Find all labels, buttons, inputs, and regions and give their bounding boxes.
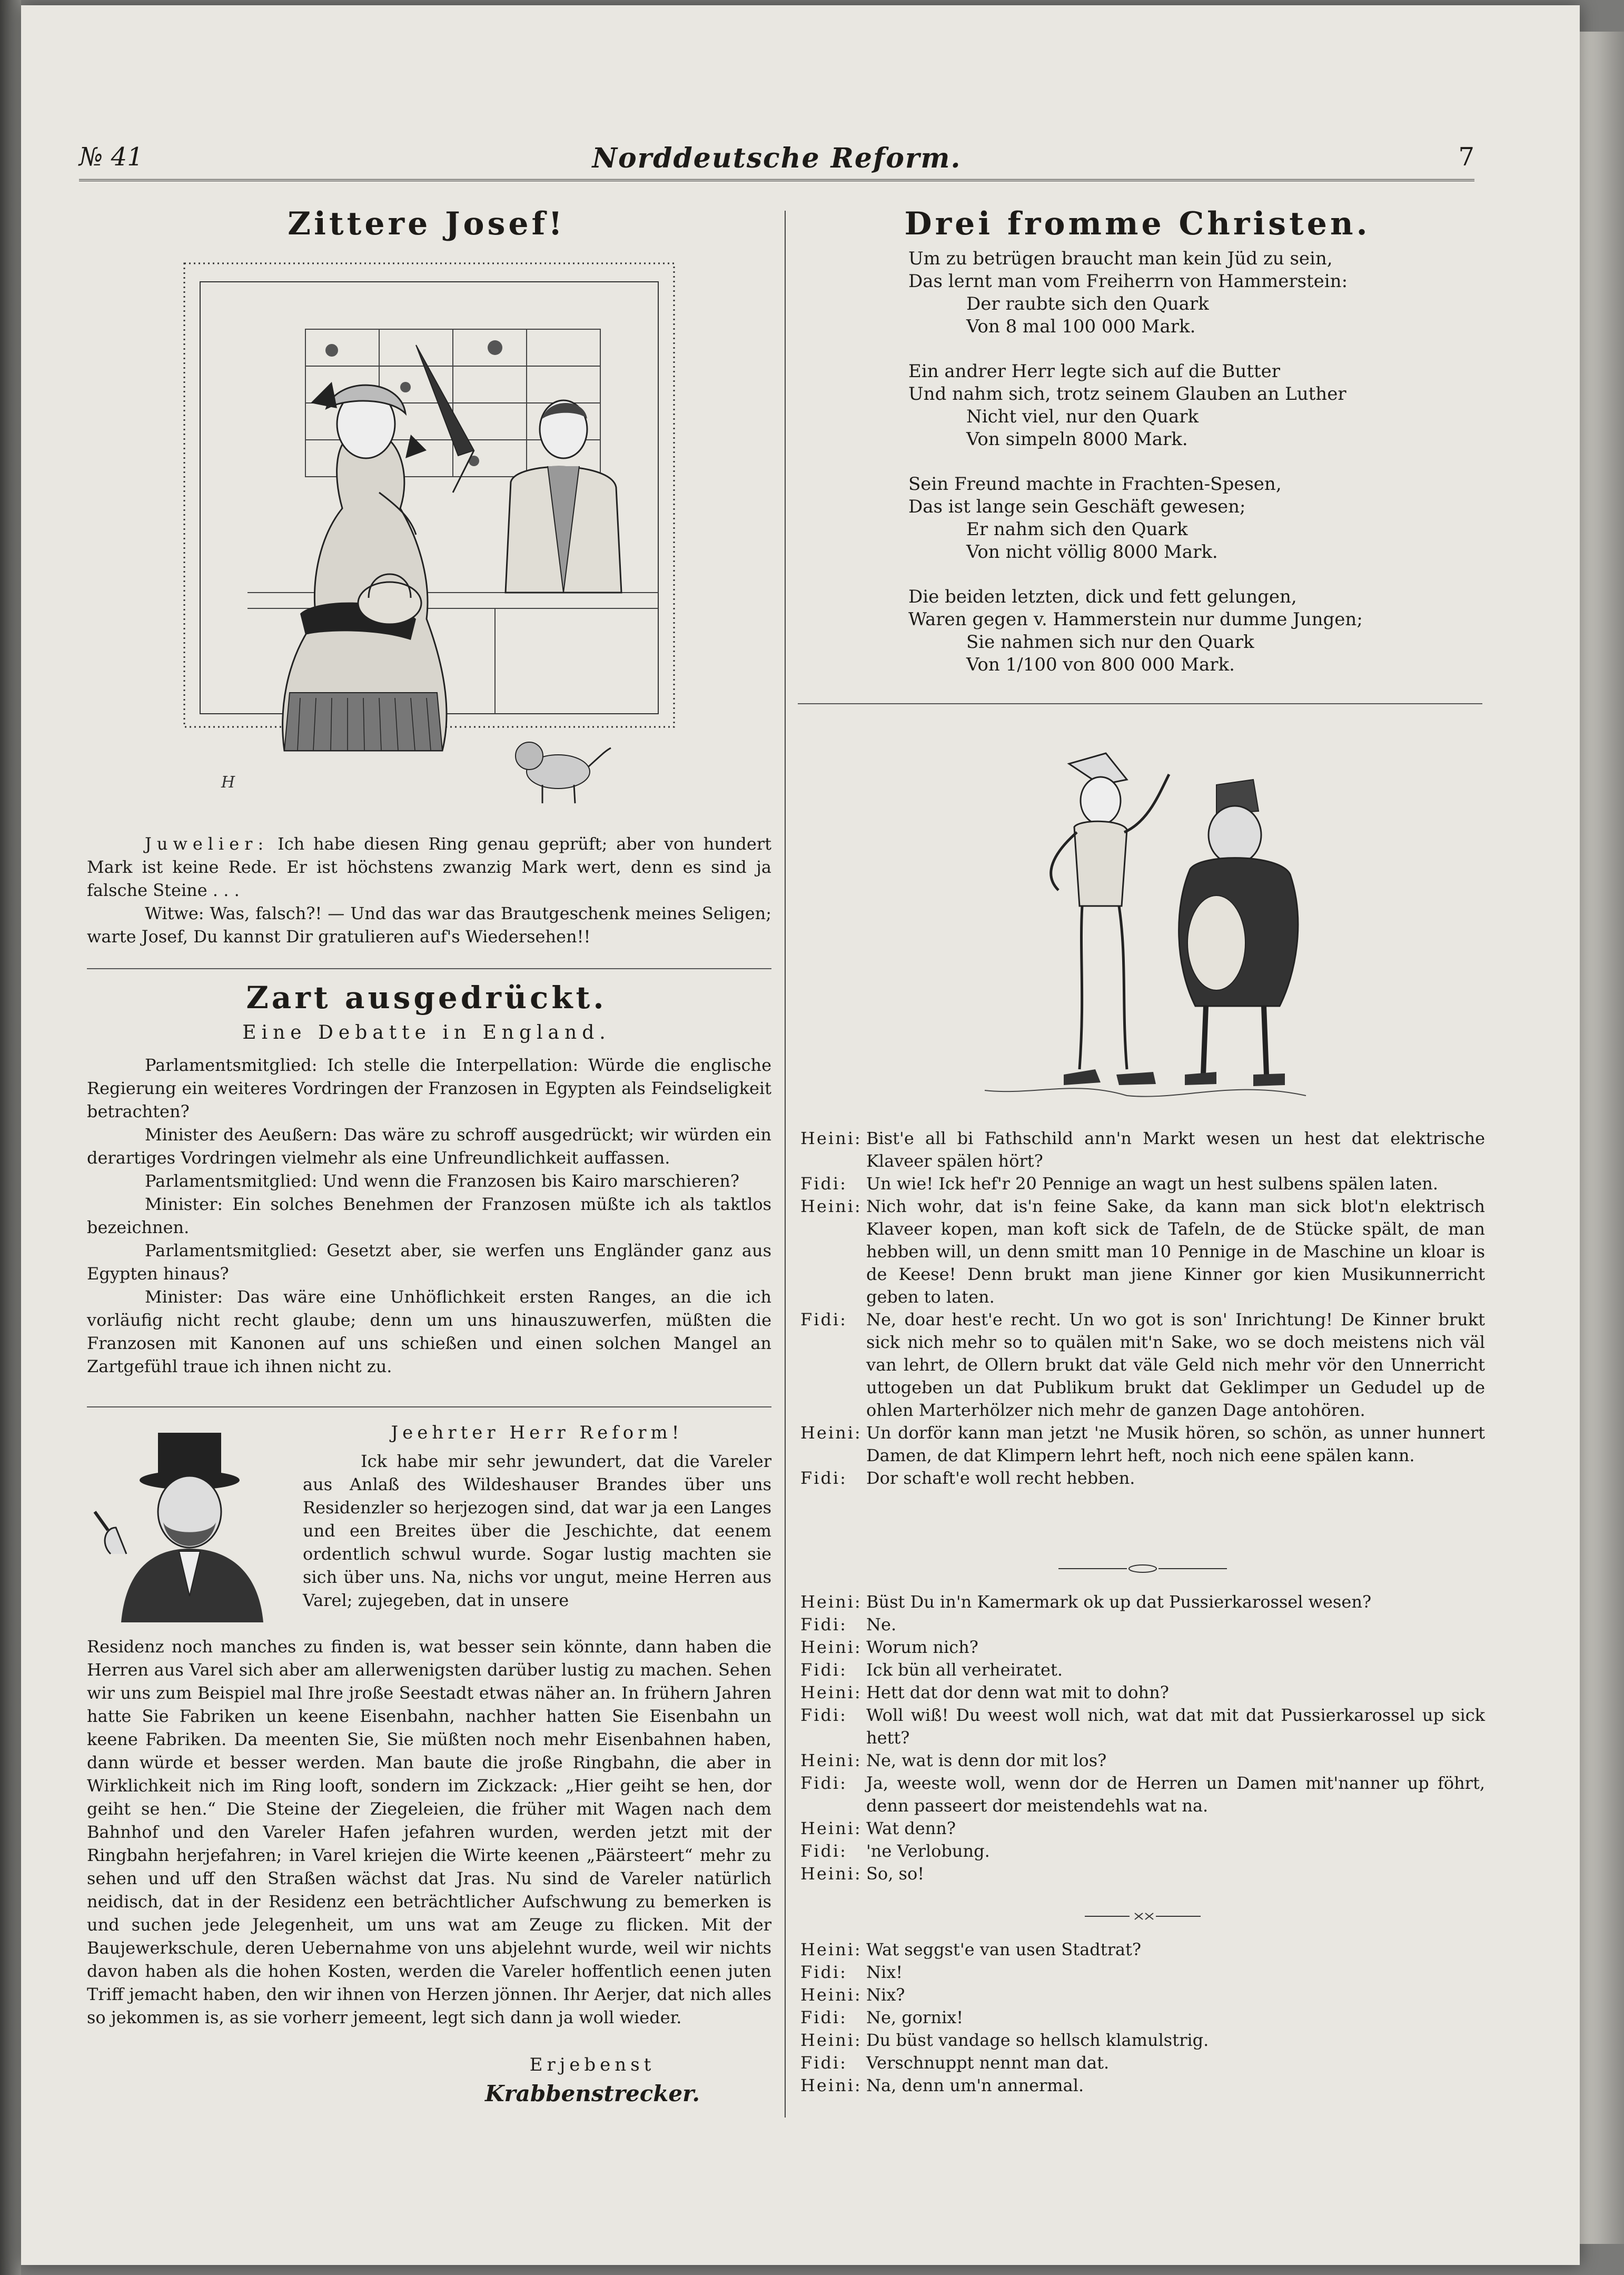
letter-signature: Krabbenstrecker. (484, 2081, 700, 2106)
dialogue-row (800, 1681, 1485, 1704)
speaker-label: Juwelier: (145, 834, 269, 854)
speaker-label: Fidi: (800, 1841, 847, 1861)
debate-subtitle: Eine Debatte in England. (242, 1022, 611, 1043)
dialogue-row (800, 1863, 1485, 1885)
jeweler-cartoon-illustration (179, 261, 679, 814)
speaker-label: Parlamentsmitglied: (145, 1240, 318, 1260)
two-men-talking-illustration (969, 732, 1316, 1111)
header-rule (79, 179, 1474, 181)
dialogue-line: Nich wohr, dat is'n feine Sake, da kann man sick blot'n elektrisch Klaveer kopen, man koft sick de Tafeln, de de Stücke spält, de man hebben will, un denn smitt man 10 Pennige in de Maschine un kloar is de Keese! Denn brukt man jiene Kinner gor kien Musikunnerricht geben to laten. (866, 1196, 1485, 1307)
speaker-label: Fidi: (800, 1962, 847, 1982)
poem-stanza (908, 586, 1488, 676)
dialogue-line: 'ne Verlobung. (866, 1841, 990, 1861)
dialogue-row (800, 1591, 1485, 1613)
dialogue-row (800, 1636, 1485, 1659)
dialogue-line: Ne, gornix! (866, 2007, 964, 2027)
speaker-label: Heini: (800, 1750, 862, 1770)
dialogue-row (800, 1840, 1485, 1863)
poem (908, 248, 1488, 698)
dialogue-city-council (800, 1938, 1485, 2097)
dialogue-row (800, 1422, 1485, 1467)
poem-stanza (908, 248, 1488, 338)
speaker-label: Heini: (800, 1423, 862, 1443)
poem-line: Ein andrer Herr legte sich auf die Butter (908, 361, 1280, 382)
dialogue-row (800, 1613, 1485, 1636)
column-rule (785, 211, 786, 2118)
ornament-divider (1058, 1911, 1227, 1922)
speaker-label: Fidi: (800, 1705, 847, 1725)
poem-line: Von 8 mal 100 000 Mark. (966, 316, 1196, 337)
speaker-label: Witwe: (145, 903, 204, 923)
page-number: 7 (1458, 142, 1474, 172)
dialogue-row (800, 1772, 1485, 1817)
dialogue-line: Wat denn? (866, 1818, 956, 1838)
letter-closing: Erjebenst (529, 2054, 656, 2075)
letter-text (87, 1635, 771, 2029)
speaker-label: Heini: (800, 1637, 862, 1657)
dialogue-line: Woll wiß! Du weest woll nich, wat dat mit dat Pussierkarossel up sick hett? (866, 1705, 1485, 1748)
speaker-label: Heini: (800, 1939, 862, 1959)
poem-stanza (908, 360, 1488, 451)
dialogue-line: Ne, wat is denn dor mit los? (866, 1750, 1107, 1770)
poem-line: Sein Freund machte in Frachten-Spesen, (908, 474, 1282, 495)
dialogue-line: Ick bün all verheiratet. (866, 1660, 1063, 1680)
ornament-divider (1058, 1563, 1227, 1574)
speaker-label: Minister: (145, 1194, 223, 1214)
dialogue-line: Bist'e all bi Fathschild ann'n Markt wesen un hest dat elektrische Klaveer spälen hört? (866, 1128, 1485, 1171)
debate-title: Zart ausgedrückt. (246, 980, 607, 1016)
poem-line: Um zu betrügen braucht man kein Jüd zu sein, (908, 248, 1333, 269)
speaker-label: Parlamentsmitglied: (145, 1171, 318, 1191)
dialogue-line: So, so! (866, 1864, 925, 1884)
speaker-label: Heini: (800, 1592, 862, 1612)
speaker-label: Heini: (800, 1682, 862, 1702)
speaker-label: Heini: (800, 1128, 862, 1148)
cartoon-caption (87, 832, 771, 948)
dialogue-row (800, 2006, 1485, 2029)
dialogue-row (800, 2029, 1485, 2052)
poem-line: Von simpeln 8000 Mark. (966, 429, 1188, 450)
poem-line: Von nicht völlig 8000 Mark. (966, 541, 1218, 563)
caption-line: Ich habe diesen Ring genau geprüft; aber von hundert Mark ist keine Rede. Er ist höchstens zwanzig Mark wert, denn es sind ja falsche Steine . . . (87, 834, 772, 900)
speaker-label: Heini: (800, 1864, 862, 1884)
dialogue-row (800, 2052, 1485, 2074)
dialogue-row (800, 1467, 1485, 1490)
dialogue-line: Wat seggst'e van usen Stadtrat? (866, 1939, 1142, 1959)
dialogue-row (800, 1938, 1485, 1961)
speaker-label: Minister: (145, 1287, 223, 1307)
speaker-label: Heini: (800, 2075, 862, 2095)
dialogue-line: Ja, weeste woll, wenn dor de Herren un Damen mit'nanner up föhrt, denn passeert dor meistendehls wat na. (866, 1773, 1485, 1816)
poem-title: Drei fromme Christen. (904, 205, 1371, 242)
dialogue-carousel (800, 1591, 1485, 1885)
dialogue-row (800, 2074, 1485, 2097)
debate-line: Das wäre zu schroff ausgedrückt; wir würden ein derartiges Vordringen vielmehr als eine Unfreundlichkeit auffassen. (87, 1125, 772, 1168)
dialogue-line: Büst Du in'n Kamermark ok up dat Pussierkarossel wesen? (866, 1592, 1372, 1612)
dialogue-row (800, 1308, 1485, 1422)
speaker-label: Heini: (800, 1985, 862, 2005)
dialogue-line: Du büst vandage so hellsch klamulstrig. (866, 2030, 1209, 2050)
debate-line: Das wäre eine Unhöflichkeit ersten Ranges, an die ich vorläufig nicht recht glaube; denn um uns hinauszuwerfen, müßten die Franzosen mit Kanonen auf uns schießen und einen solchen Mangel an Zartgefühl traue ich ihnen nicht zu. (87, 1287, 772, 1376)
speaker-label: Fidi: (800, 1773, 847, 1793)
dialogue-line: Ne, doar hest'e recht. Un wo got is son' Inrichtung! De Kinner brukt sick nich mehr so to quälen mit'n Sake, wo se doch meistens nich väl van lehrt, de Ollern brukt dat väle Geld nich mehr vör den Unnerricht uttogeben un dat Publikum brukt dat Geklimper un Gedudel up de ohlen Marterhölzer nich mehr de ganzen Dage antohören. (866, 1309, 1485, 1420)
poem-line: Von 1/100 von 800 000 Mark. (966, 654, 1235, 675)
dialogue-row (800, 1195, 1485, 1308)
dialogue-line: Hett dat dor denn wat mit to dohn? (866, 1682, 1169, 1702)
dialogue-line: Ne. (866, 1614, 897, 1634)
dialogue-line: Dor schaft'e woll recht hebben. (866, 1468, 1135, 1488)
poem-line: Nicht viel, nur den Quark (966, 406, 1199, 427)
debate-line: Ich stelle die Interpellation: Würde die englische Regierung ein weiteres Vordringen der Franzosen in Egypten als Feindseligkeit betrachten? (87, 1055, 772, 1121)
section-divider (87, 1406, 771, 1407)
dialogue-line: Nix? (866, 1985, 905, 2005)
speaker-label: Fidi: (800, 1468, 847, 1488)
speaker-label: Parlamentsmitglied: (145, 1055, 318, 1075)
letter-paragraph: Residenz noch manches zu finden is, wat besser sein könnte, dann haben die Herren aus Varel sich aber am allerwenigsten darüber lustig zu machen. Sehen wir uns zum Beispiel mal Ihre jroße Seestadt etwas näher an. In frühern Jahren hatte Sie Fabriken un keene Eisenbahn, nachher hatten Sie Eisenbahn un keene Fabriken. Da meenten Sie, Sie müßten noch mehr Eisenbahnen haben, dann würde et besser werden. Man baute die jroße Ringbahn, die aber in Wirklichkeit nich im Ring looft, sondern im Zickzack: „Hier geiht se hen, dor geiht se hen.“ Die Steine der Ziegeleien, die früher mit Wagen nach dem Bahnhof und den Vareler Hafen jefahren wurden, werden jetzt mit der Ringbahn herjefahren; in Varel kriejen die Wirte keenen „Päärsteert“ mehr zu sehen und uff den Straßen wächst dat Jras. Nu sind de Vareler natürlich neidisch, dat in der Residenz een beträchtlicher Aufschwung zu bemerken is und suchen jede Jelegenheit, um uns wat am Zeuge zu flicken. Mit der Baujewerkschule, deren Uebernahme von uns abjelehnt wurde, weil wir nichts davon haben als die hohen Kosten, werden die Vareler hoffentlich eenen juten Triff jemacht haben, den wir ihnen von Herzen jönnen. Ihr Aerjer, dat nich alles so jekommen is, as sie vorherr jemeent, legt sich dann ja woll wieder. (87, 1637, 771, 2027)
letter-paragraph: Ick habe mir sehr jewundert, dat die Vareler aus Anlaß des Wildeshauser Brandes über uns Residenzler so herjezogen sind, dat war ja een Langes und een Breites über die Jeschichte, dat eenem ordentlich schwul wurde. Sogar lustig machten sie sich über uns. Na, nichs vor ungut, meine Herren aus Varel; zujegeben, dat in unsere (303, 1451, 771, 1610)
dialogue-row (800, 1817, 1485, 1840)
book-spine (0, 0, 21, 2275)
speaker-label: Heini: (800, 1818, 862, 1838)
poem-line: Sie nahmen sich nur den Quark (966, 632, 1254, 653)
poem-line: Das lernt man vom Freiherrn von Hammerstein: (908, 271, 1348, 292)
poem-line: Und nahm sich, trotz seinem Glauben an Luther (908, 383, 1346, 405)
debate-text (87, 1053, 771, 1378)
page-header (79, 142, 1474, 179)
man-with-top-hat-illustration (90, 1422, 300, 1622)
speaker-label: Fidi: (800, 1660, 847, 1680)
dialogue-row (800, 1704, 1485, 1749)
page-edge (1580, 32, 1624, 2244)
poem-line: Die beiden letzten, dick und fett gelungen, (908, 586, 1297, 607)
poem-line: Der raubte sich den Quark (966, 293, 1209, 314)
dialogue-row (800, 1173, 1485, 1195)
speaker-label: Minister des Aeußern: (145, 1125, 338, 1145)
cartoon-title: Zittere Josef! (288, 205, 566, 242)
poem-line: Er nahm sich den Quark (966, 519, 1188, 540)
speaker-label: Fidi: (800, 2007, 847, 2027)
speaker-label: Fidi: (800, 2053, 847, 2073)
speaker-label: Fidi: (800, 1309, 847, 1329)
section-divider (87, 968, 771, 969)
dialogue-line: Un wie! Ick hef'r 20 Pennige an wagt un hest sulbens spälen laten. (866, 1174, 1439, 1194)
dialogue-row (800, 1749, 1485, 1772)
caption-line: Was, falsch?! — Und das war das Brautgeschenk meines Seligen; warte Josef, Du kannst Dir gratulieren auf's Wiedersehen!! (87, 903, 772, 947)
issue-number: № 41 (79, 142, 143, 172)
speaker-label: Fidi: (800, 1614, 847, 1634)
dialogue-electric-piano (800, 1127, 1485, 1490)
dialogue-row (800, 1984, 1485, 2006)
dialogue-line: Worum nich? (866, 1637, 978, 1657)
dialogue-row (800, 1127, 1485, 1173)
poem-line: Waren gegen v. Hammerstein nur dumme Jungen; (908, 609, 1363, 630)
debate-line: Gesetzt aber, sie werfen uns Engländer ganz aus Egypten hinaus? (87, 1240, 772, 1284)
speaker-label: Fidi: (800, 1174, 847, 1194)
speaker-label: Heini: (800, 1196, 862, 1216)
dialogue-row (800, 1659, 1485, 1681)
debate-line: Ein solches Benehmen der Franzosen müßte ich als taktlos bezeichnen. (87, 1194, 772, 1237)
letter-text-wrapped (303, 1450, 771, 1612)
masthead-title: Norddeutsche Reform. (592, 142, 962, 174)
poem-stanza (908, 473, 1488, 564)
speaker-label: Heini: (800, 2030, 862, 2050)
poem-line: Das ist lange sein Geschäft gewesen; (908, 496, 1246, 517)
dialogue-line: Un dorför kann man jetzt 'ne Musik hören, so schön, as unner hunnert Damen, de dat Klimpern lehrt heft, noch nich eene spälen kann. (866, 1423, 1485, 1465)
letter-greeting: Jeehrter Herr Reform! (391, 1422, 684, 1443)
dialogue-line: Nix! (866, 1962, 903, 1982)
section-divider (798, 703, 1482, 704)
dialogue-row (800, 1961, 1485, 1984)
dialogue-line: Verschnuppt nennt man dat. (866, 2053, 1110, 2073)
svg-text:H: H (221, 773, 235, 792)
debate-line: Und wenn die Franzosen bis Kairo marschieren? (322, 1171, 740, 1191)
dialogue-line: Na, denn um'n annermal. (866, 2075, 1084, 2095)
